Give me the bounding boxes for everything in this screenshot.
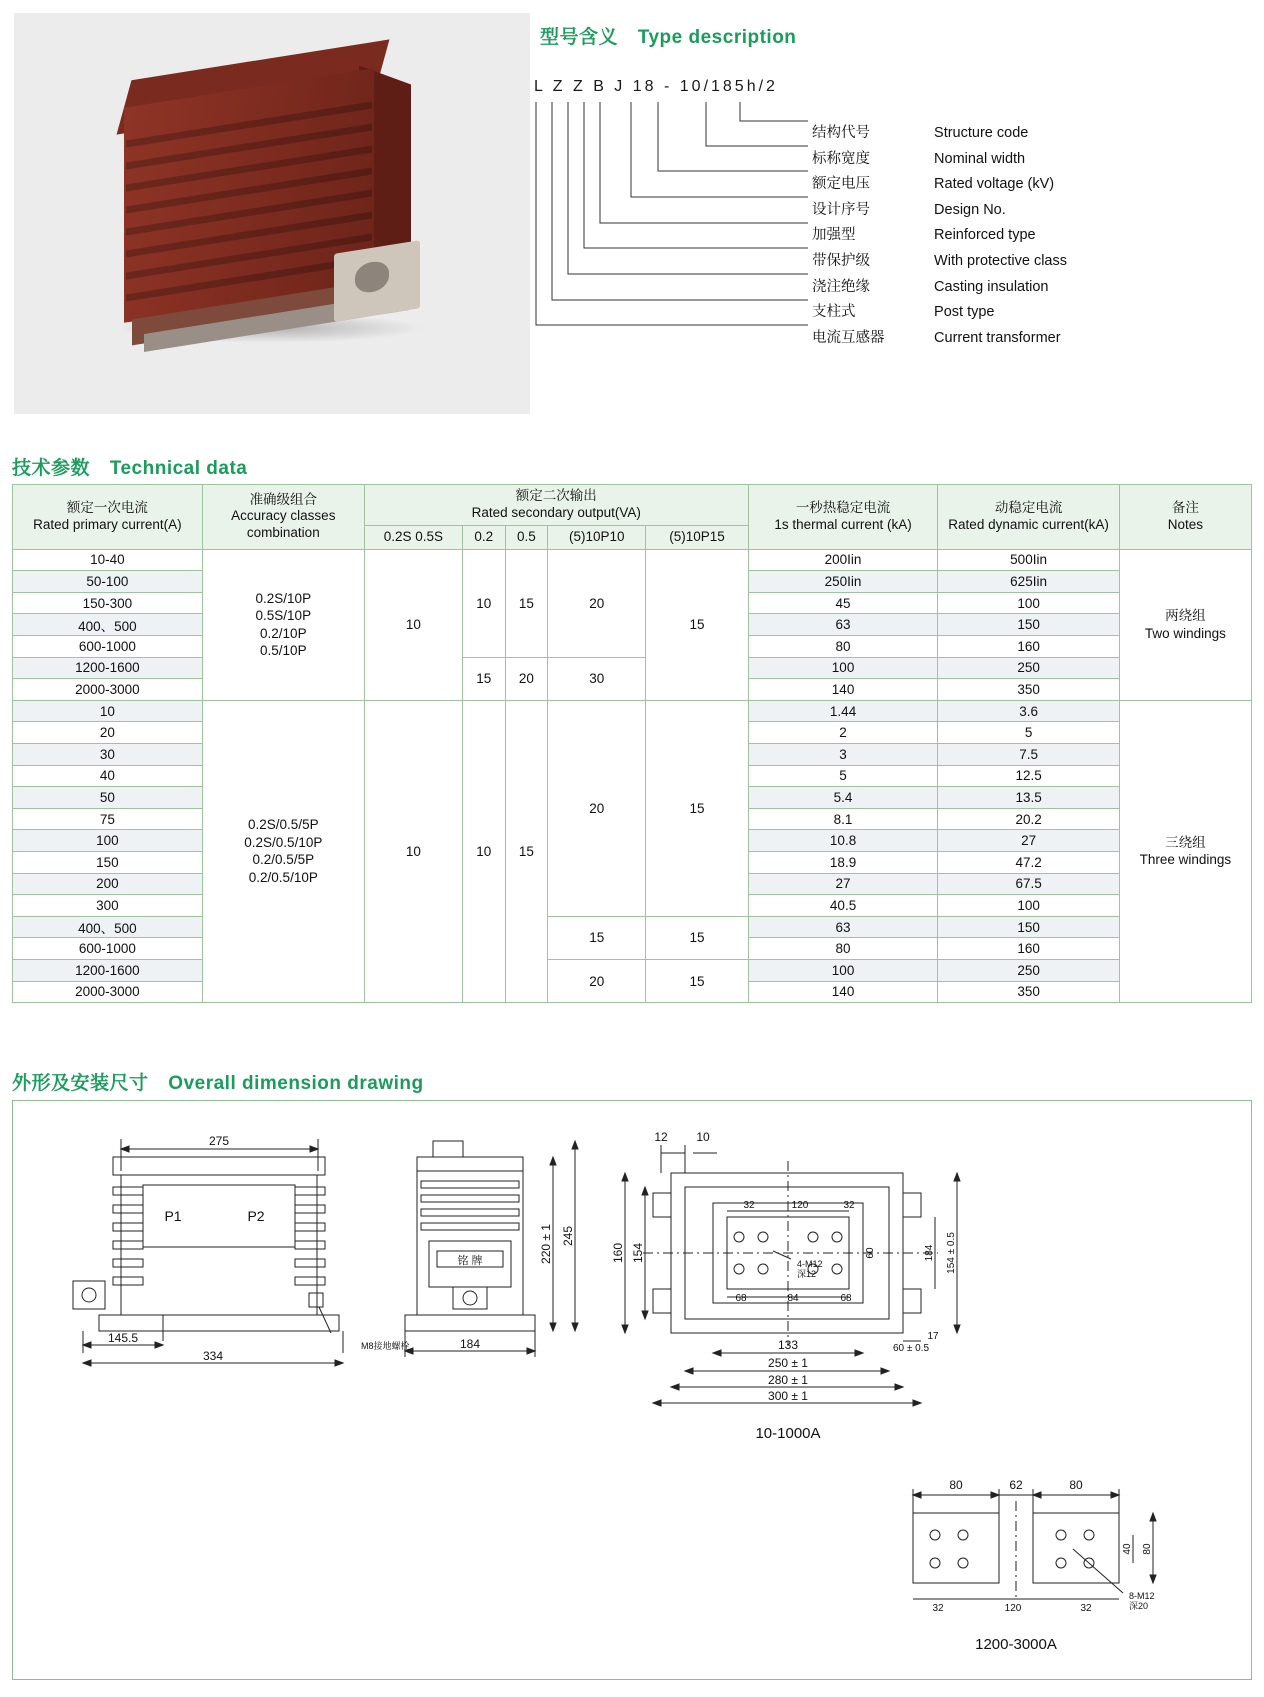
- cell-thermal: 100: [748, 959, 938, 981]
- cell-primary-current: 150: [13, 851, 203, 873]
- label-ground-bolt: M8接地螺栓: [361, 1341, 410, 1351]
- legend-label-en: Casting insulation: [934, 278, 1049, 295]
- dim-side-184: 184: [459, 1337, 481, 1351]
- accuracy-line: 0.2/0.5/5P: [252, 852, 315, 868]
- cell-accuracy-two: [202, 549, 364, 700]
- cell-thermal: 140: [748, 981, 938, 1003]
- th-sub-02: 0.2: [462, 525, 505, 549]
- cell-primary-current: 50: [13, 787, 203, 809]
- cell-dynamic: 150: [938, 614, 1119, 636]
- th-sub-10p15: (5)10P15: [646, 525, 748, 549]
- legend-item: [812, 147, 1067, 173]
- cell-05-two-b: 20: [505, 657, 548, 700]
- cell-primary-current: 40: [13, 765, 203, 787]
- dim-top-4m12-depth: 深12: [797, 1269, 817, 1279]
- th-secondary-output-en: Rated secondary output(VA): [471, 504, 641, 520]
- technical-data-title-cn: 技术参数: [12, 458, 91, 479]
- cell-thermal: 2: [748, 722, 938, 744]
- dimension-drawings: [13, 1101, 1251, 1679]
- dim-top-4m12: 4-M12: [797, 1259, 823, 1269]
- accuracy-line: 0.2/0.5/10P: [248, 869, 318, 885]
- dim-front-275: 275: [208, 1134, 230, 1148]
- legend-label-en: With protective class: [934, 252, 1067, 269]
- dimension-title-cn: 外形及安装尺寸: [12, 1073, 149, 1094]
- th-notes: [1119, 485, 1251, 550]
- accuracy-line: 0.2/10P: [260, 625, 307, 641]
- legend-label-cn: 标称宽度: [812, 150, 870, 167]
- cell-dynamic: 3.6: [938, 700, 1119, 722]
- bottom-right-view: [913, 1489, 1156, 1599]
- legend-label-cn: 支柱式: [812, 304, 856, 321]
- accuracy-line: 0.2S/0.5/10P: [244, 834, 323, 850]
- th-sub-10p10: (5)10P10: [548, 525, 646, 549]
- dim-bot-80c: 80: [1142, 1543, 1153, 1555]
- technical-data-heading: [12, 453, 247, 480]
- dim-top-133: 133: [777, 1338, 799, 1352]
- cell-dynamic: 160: [938, 636, 1119, 658]
- cell-dynamic: 100: [938, 895, 1119, 917]
- accuracy-line: 0.2S/10P: [255, 590, 312, 606]
- cell-02-three: 10: [462, 700, 505, 1002]
- legend-label-cn: 设计序号: [812, 201, 870, 218]
- accuracy-line: 0.5S/10P: [255, 608, 312, 624]
- label-p1: P1: [164, 1208, 182, 1224]
- dim-bot-80a: 80: [949, 1478, 963, 1492]
- legend-label-en: Reinforced type: [934, 227, 1036, 244]
- caption-1200-3000a: 1200-3000A: [975, 1636, 1057, 1653]
- legend-item: [812, 249, 1067, 275]
- dim-top-68b: 68: [840, 1293, 852, 1304]
- dim-top-32a: 32: [743, 1200, 755, 1211]
- cell-dynamic: 250: [938, 959, 1119, 981]
- cell-dynamic: 12.5: [938, 765, 1119, 787]
- cell-primary-current: 100: [13, 830, 203, 852]
- th-accuracy: [202, 485, 364, 550]
- table-row: [13, 657, 1252, 679]
- legend-label-cn: 带保护级: [812, 252, 870, 269]
- legend-label-en: Rated voltage (kV): [934, 176, 1055, 193]
- cell-primary-current: 10: [13, 700, 203, 722]
- legend-label-en: Design No.: [934, 201, 1006, 218]
- legend-item: [812, 223, 1067, 249]
- dim-side-220: 220 ± 1: [539, 1224, 553, 1264]
- dim-bot-8m12-depth: 深20: [1129, 1601, 1149, 1611]
- dim-top-17: 17: [927, 1331, 939, 1342]
- cell-10p15-three-b: 15: [646, 916, 748, 959]
- th-dynamic: [938, 485, 1119, 550]
- cell-thermal: 63: [748, 916, 938, 938]
- th-notes-cn: 备注: [1171, 499, 1199, 515]
- th-dynamic-en: Rated dynamic current(kA): [948, 516, 1109, 532]
- cell-dynamic: 500Iin: [938, 549, 1119, 571]
- notes-en: Three windings: [1139, 852, 1232, 868]
- cell-notes-two: [1119, 549, 1251, 700]
- label-nameplate: 铭 牌: [457, 1255, 483, 1267]
- cell-thermal: 10.8: [748, 830, 938, 852]
- cell-thermal: 80: [748, 636, 938, 658]
- cell-primary-current: 30: [13, 743, 203, 765]
- cell-thermal: 63: [748, 614, 938, 636]
- notes-en: Two windings: [1144, 625, 1226, 641]
- cell-dynamic: 47.2: [938, 851, 1119, 873]
- dim-top-60: 60: [865, 1247, 876, 1259]
- table-body: [13, 549, 1252, 1002]
- dim-top-154: 154: [631, 1242, 645, 1264]
- table-header: [13, 485, 1252, 550]
- technical-data-table: [12, 484, 1252, 1003]
- legend-item: [812, 275, 1067, 301]
- legend-label-en: Post type: [934, 304, 995, 321]
- th-secondary-output: [364, 485, 748, 526]
- cell-primary-current: 2000-3000: [13, 981, 203, 1003]
- legend-item: [812, 198, 1067, 224]
- th-accuracy-en: Accuracy classes combination: [231, 508, 336, 541]
- dim-bot-80b: 80: [1069, 1478, 1083, 1492]
- cell-dynamic: 7.5: [938, 743, 1119, 765]
- cell-02-two-a: 10: [462, 549, 505, 657]
- cell-thermal: 5: [748, 765, 938, 787]
- type-description-title-en: Type description: [637, 27, 797, 48]
- cell-dynamic: 27: [938, 830, 1119, 852]
- dim-top-10: 10: [696, 1130, 710, 1144]
- top-section: [0, 0, 1264, 430]
- dimension-title-en: Overall dimension drawing: [168, 1073, 424, 1094]
- dim-side-245: 245: [561, 1225, 575, 1247]
- type-code-string: L Z Z B J 18 - 10/185h/2: [534, 78, 778, 95]
- th-thermal-en: 1s thermal current (kA): [774, 516, 912, 532]
- table-row: [13, 549, 1252, 571]
- cell-dynamic: 350: [938, 981, 1119, 1003]
- legend-label-cn: 加强型: [812, 227, 856, 244]
- cell-thermal: 200Iin: [748, 549, 938, 571]
- table-row: [13, 700, 1252, 722]
- dimension-heading: [12, 1068, 424, 1095]
- cell-02s05s-two: 10: [364, 549, 462, 700]
- technical-data-title-en: Technical data: [109, 458, 248, 479]
- cell-dynamic: 20.2: [938, 808, 1119, 830]
- cell-primary-current: 150-300: [13, 592, 203, 614]
- cell-primary-current: 1200-1600: [13, 959, 203, 981]
- cell-10p10-three-a: 20: [548, 700, 646, 916]
- cell-02-two-b: 15: [462, 657, 505, 700]
- dim-top-68a: 68: [735, 1293, 747, 1304]
- notes-cn: 三绕组: [1165, 834, 1206, 850]
- dim-front-334: 334: [202, 1349, 224, 1363]
- th-secondary-output-cn: 额定二次输出: [515, 488, 597, 503]
- th-notes-en: Notes: [1167, 516, 1203, 532]
- dim-bot-62: 62: [1009, 1478, 1023, 1492]
- cell-primary-current: 400、500: [13, 614, 203, 636]
- cell-primary-current: 400、500: [13, 916, 203, 938]
- cell-10p15-three-c: 15: [646, 959, 748, 1002]
- legend-item: [812, 326, 1067, 352]
- cell-notes-three: [1119, 700, 1251, 1002]
- dim-top-84: 84: [787, 1293, 799, 1304]
- cell-dynamic: 5: [938, 722, 1119, 744]
- caption-10-1000a: 10-1000A: [755, 1425, 821, 1442]
- dim-top-32b: 32: [843, 1200, 855, 1211]
- cell-thermal: 100: [748, 657, 938, 679]
- cell-primary-current: 300: [13, 895, 203, 917]
- legend-item: [812, 300, 1067, 326]
- cell-dynamic: 67.5: [938, 873, 1119, 895]
- th-thermal-cn: 一秒热稳定电流: [795, 499, 891, 515]
- cell-05-three: 15: [505, 700, 548, 1002]
- dim-bot-32a: 32: [932, 1603, 944, 1614]
- dim-top-280: 280 ± 1: [768, 1373, 808, 1387]
- cell-dynamic: 100: [938, 592, 1119, 614]
- cell-primary-current: 10-40: [13, 549, 203, 571]
- legend-item: [812, 172, 1067, 198]
- cell-10p10-two-b: 30: [548, 657, 646, 700]
- cell-thermal: 80: [748, 938, 938, 960]
- th-primary-current: [13, 485, 203, 550]
- dim-top-184: 184: [924, 1244, 935, 1262]
- cell-dynamic: 150: [938, 916, 1119, 938]
- product-photo: [14, 13, 530, 414]
- cell-thermal: 140: [748, 679, 938, 701]
- legend-label-cn: 额定电压: [812, 176, 870, 193]
- dimension-drawing-box: [12, 1100, 1252, 1680]
- legend-label-en: Current transformer: [934, 329, 1061, 346]
- cell-primary-current: 600-1000: [13, 938, 203, 960]
- cell-dynamic: 625Iin: [938, 571, 1119, 593]
- dim-bot-8m12: 8-M12: [1129, 1591, 1155, 1601]
- type-description-heading: [540, 22, 1250, 49]
- th-dynamic-cn: 动稳定电流: [994, 499, 1063, 515]
- th-thermal: [748, 485, 938, 550]
- type-description-title-cn: 型号含义: [540, 27, 619, 48]
- dimension-labels: [108, 1130, 1155, 1653]
- dim-top-300: 300 ± 1: [768, 1389, 808, 1403]
- cell-primary-current: 200: [13, 873, 203, 895]
- dim-top-154pm: 154 ± 0.5: [946, 1232, 957, 1274]
- cell-10p15-two: 15: [646, 549, 748, 700]
- th-primary-current-en: Rated primary current(A): [33, 516, 182, 532]
- dim-top-160: 160: [611, 1242, 625, 1264]
- cell-02s05s-three: 10: [364, 700, 462, 1002]
- legend-label-cn: 浇注绝缘: [812, 278, 870, 295]
- legend-label-cn: 电流互感器: [812, 329, 885, 346]
- dim-bot-32b: 32: [1080, 1603, 1092, 1614]
- th-primary-current-cn: 额定一次电流: [66, 499, 148, 515]
- cell-primary-current: 600-1000: [13, 636, 203, 658]
- th-accuracy-cn: 准确级组合: [249, 491, 318, 507]
- cell-primary-current: 50-100: [13, 571, 203, 593]
- cell-thermal: 40.5: [748, 895, 938, 917]
- cell-05-two-a: 15: [505, 549, 548, 657]
- cell-thermal: 18.9: [748, 851, 938, 873]
- cell-thermal: 45: [748, 592, 938, 614]
- cell-thermal: 250Iin: [748, 571, 938, 593]
- notes-cn: 两绕组: [1165, 608, 1206, 624]
- cell-primary-current: 1200-1600: [13, 657, 203, 679]
- cell-10p10-three-b: 15: [548, 916, 646, 959]
- cell-primary-current: 20: [13, 722, 203, 744]
- table-row: [13, 959, 1252, 981]
- cell-primary-current: 75: [13, 808, 203, 830]
- cell-dynamic: 350: [938, 679, 1119, 701]
- table-row: [13, 916, 1252, 938]
- cell-thermal: 8.1: [748, 808, 938, 830]
- cell-dynamic: 250: [938, 657, 1119, 679]
- cell-thermal: 27: [748, 873, 938, 895]
- cell-accuracy-three: [202, 700, 364, 1002]
- cell-thermal: 3: [748, 743, 938, 765]
- type-code-legend: [812, 121, 1067, 351]
- cell-dynamic: 13.5: [938, 787, 1119, 809]
- label-p2: P2: [247, 1208, 265, 1224]
- cell-thermal: 1.44: [748, 700, 938, 722]
- dim-top-120: 120: [791, 1200, 809, 1211]
- th-sub-02s05s: 0.2S 0.5S: [364, 525, 462, 549]
- cell-thermal: 5.4: [748, 787, 938, 809]
- dim-top-12: 12: [654, 1130, 668, 1144]
- cell-primary-current: 2000-3000: [13, 679, 203, 701]
- cell-10p15-three-a: 15: [646, 700, 748, 916]
- accuracy-line: 0.2S/0.5/5P: [248, 817, 319, 833]
- dim-front-145: 145.5: [107, 1331, 139, 1345]
- accuracy-line: 0.5/10P: [260, 643, 307, 659]
- legend-label-cn: 结构代号: [812, 125, 870, 141]
- leader-lines: [530, 90, 830, 350]
- dim-bot-120: 120: [1004, 1603, 1022, 1614]
- cell-10p10-three-c: 20: [548, 959, 646, 1002]
- dim-bot-40: 40: [1122, 1543, 1133, 1555]
- legend-label-en: Structure code: [934, 125, 1029, 141]
- cell-dynamic: 160: [938, 938, 1119, 960]
- th-sub-05: 0.5: [505, 525, 548, 549]
- cell-10p10-two-a: 20: [548, 549, 646, 657]
- dim-top-250: 250 ± 1: [768, 1356, 808, 1370]
- legend-item: [812, 121, 1067, 147]
- dim-top-60pm: 60 ± 0.5: [892, 1343, 930, 1354]
- legend-label-en: Nominal width: [934, 150, 1026, 167]
